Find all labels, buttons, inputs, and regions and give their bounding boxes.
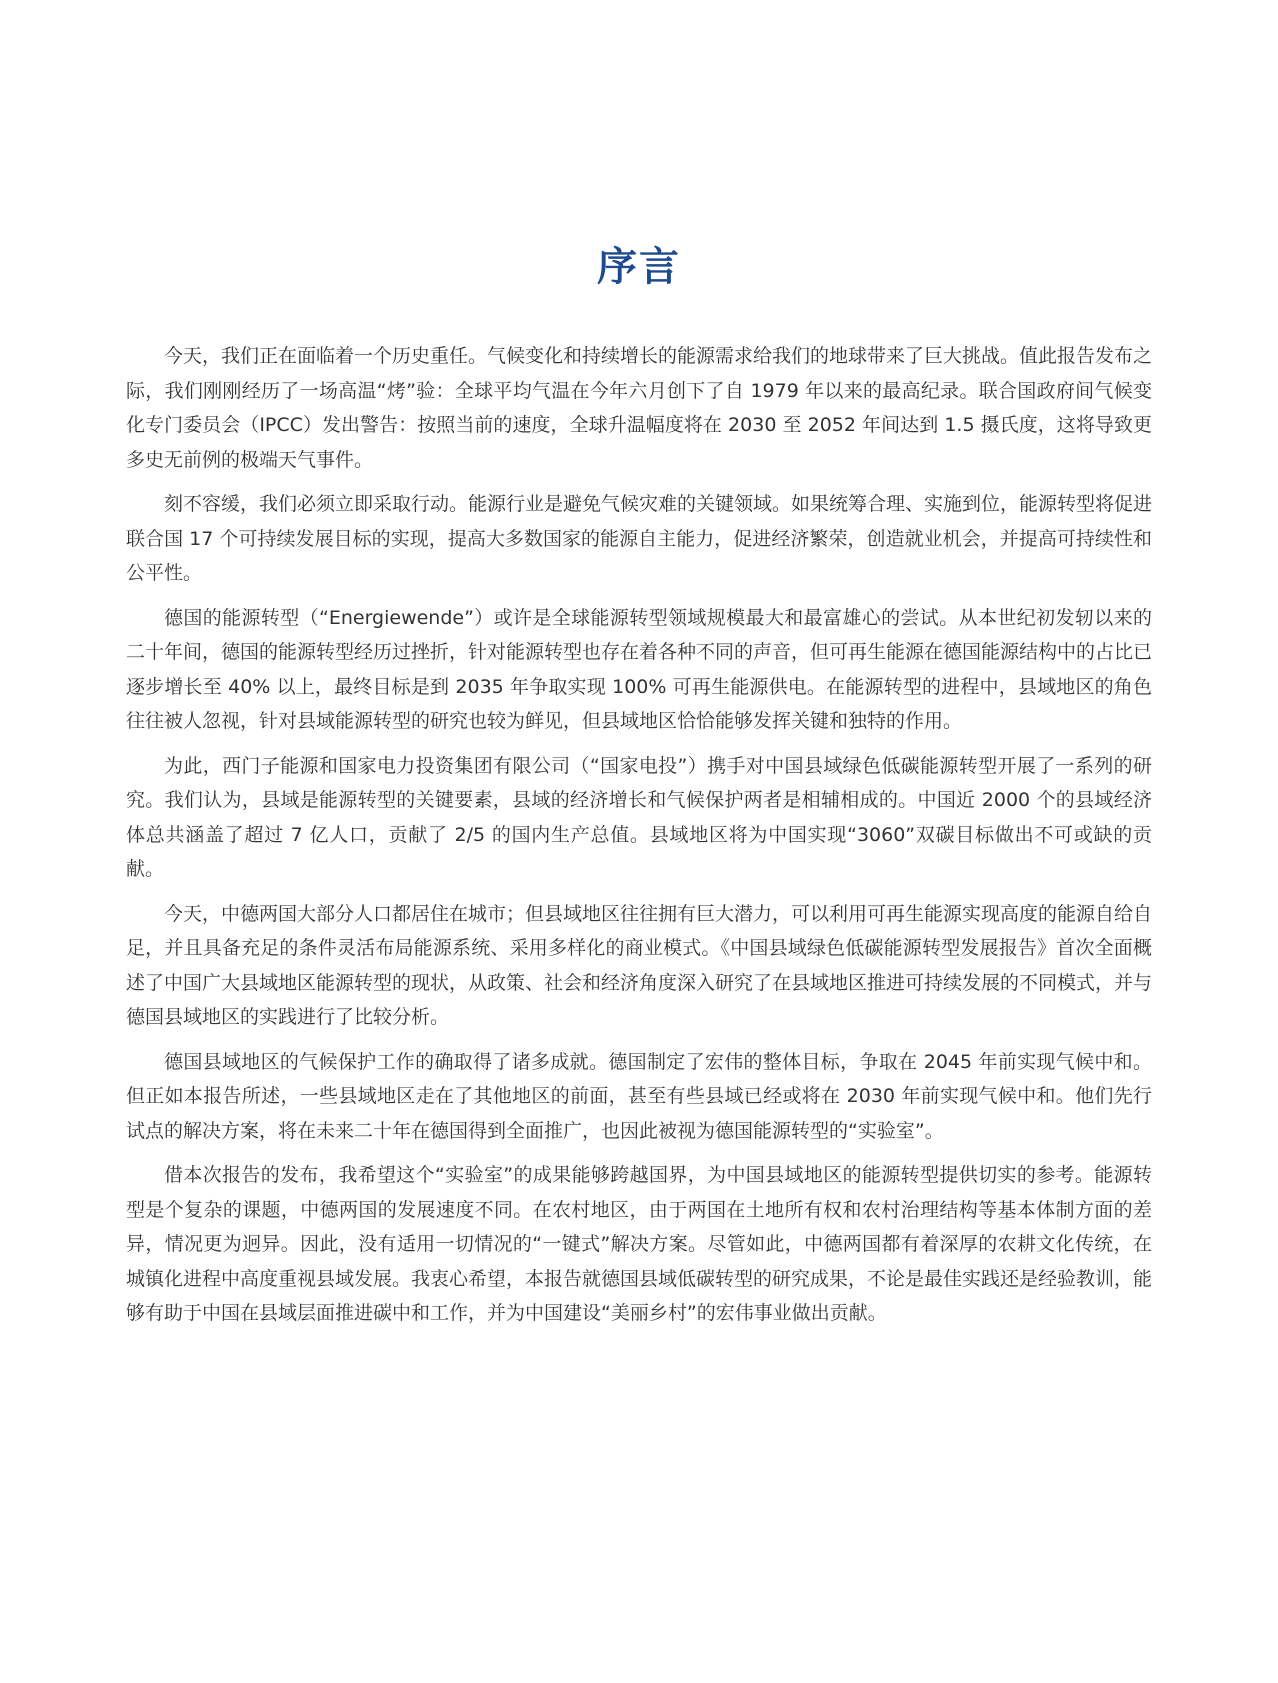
paragraph-3: 德国的能源转型（“Energiewende”）或许是全球能源转型领域规模最大和最富雄心的尝试。从本世纪初发轫以来的二十年间，德国的能源转型经历过挫折，针对能源转型也存在着各种不同的声音，但可再生能源在德国能源结构中的占比已逐步增长至 40% 以上，最终目标是到 2035 年争取实现 100% 可再生能源供电。在能源转型的进程中，县域地区的角色往往被人忽视，针对县域能源转型的研究也较为鲜见，但县域地区恰恰能够发挥关键和独特的作用。 [126,606,1153,732]
preface-body [126,339,1152,1341]
page-title: 序言 [597,243,681,290]
paragraph-1: 今天，我们正在面临着一个历史重任。气候变化和持续增长的能源需求给我们的地球带来了巨大挑战。值此报告发布之际，我们刚刚经历了一场高温“烤”验：全球平均气温在今年六月创下了自 1979 年以来的最高纪录。联合国政府间气候变化专门委员会（IPCC）发出警告：按照当前的速度，全球升温幅度将在 2030 至 2052 年间达到 1.5 摄氏度，这将导致更多史无前例的极端天气事件。 [126,345,1153,471]
paragraph-7: 借本次报告的发布，我希望这个“实验室”的成果能够跨越国界，为中国县域地区的能源转型提供切实的参考。能源转型是个复杂的课题，中德两国的发展速度不同。在农村地区，由于两国在土地所有权和农村治理结构等基本体制方面的差异，情况更为迥异。因此，没有适用一切情况的“一键式”解决方案。尽管如此，中德两国都有着深厚的农耕文化传统，在城镇化进程中高度重视县域发展。我衷心希望，本报告就德国县域低碳转型的研究成果，不论是最佳实践还是经验教训，能够有助于中国在县域层面推进碳中和工作，并为中国建设“美丽乡村”的宏伟事业做出贡献。 [126,1164,1153,1324]
paragraph-6: 德国县域地区的气候保护工作的确取得了诸多成就。德国制定了宏伟的整体目标，争取在 2045 年前实现气候中和。但正如本报告所述，一些县域地区走在了其他地区的前面，甚至有些县域已经或将在 2030 年前实现气候中和。他们先行试点的解决方案，将在未来二十年在德国得到全面推广，也因此被视为德国能源转型的“实验室”。 [126,1050,1152,1142]
paragraph-5: 今天，中德两国大部分人口都居住在城市；但县域地区往往拥有巨大潜力，可以利用可再生能源实现高度的能源自给自足，并且具备充足的条件灵活布局能源系统、采用多样化的商业模式。《中国县域绿色低碳能源转型发展报告》首次全面概述了中国广大县域地区能源转型的现状，从政策、社会和经济角度深入研究了在县域地区推进可持续发展的不同模式，并与德国县域地区的实践进行了比较分析。 [126,902,1153,1028]
paragraph-4: 为此，西门子能源和国家电力投资集团有限公司（“国家电投”）携手对中国县域绿色低碳能源转型开展了一系列的研究。我们认为，县域是能源转型的关键要素，县域的经济增长和气候保护两者是相辅相成的。中国近 2000 个的县域经济体总共涵盖了超过 7 亿人口，贡献了 2/5 的国内生产总值。县域地区将为中国实现“3060”双碳目标做出不可或缺的贡献。 [126,754,1152,880]
paragraph-2: 刻不容缓，我们必须立即采取行动。能源行业是避免气候灾难的关键领域。如果统筹合理、实施到位，能源转型将促进联合国 17 个可持续发展目标的实现，提高大多数国家的能源自主能力，促进经济繁荣，创造就业机会，并提高可持续性和公平性。 [126,493,1153,584]
